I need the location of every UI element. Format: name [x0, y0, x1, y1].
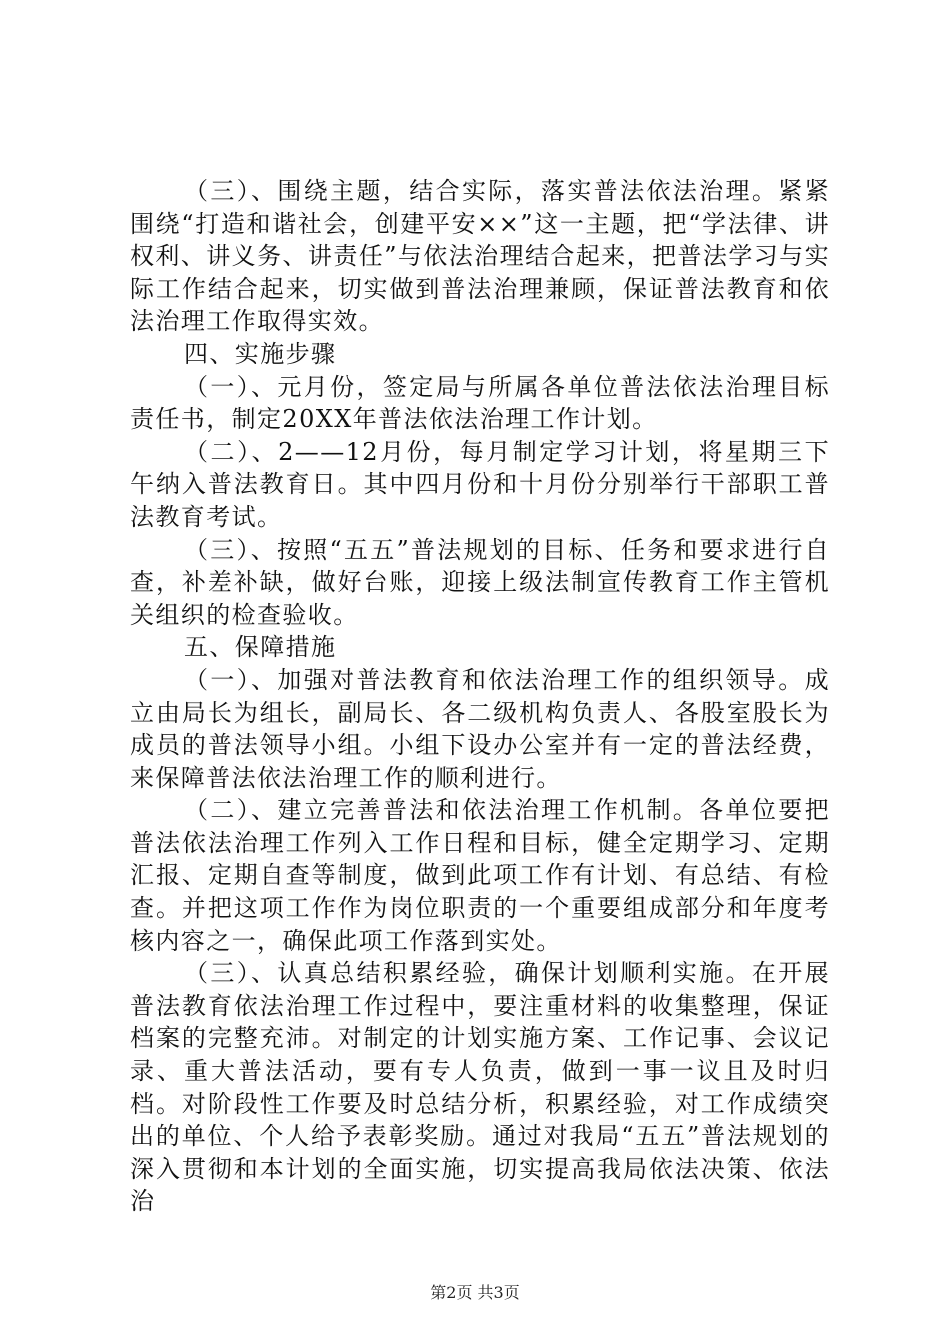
paragraph-measure-1: （一）、加强对普法教育和依法治理工作的组织领导。成立由局长为组长，副局长、各二级机构负责人、各股室股长为成员的普法领导小组。小组下设办公室并有一定的普法经费，来保障普法依法治理工作的顺利进行。 — [130, 665, 830, 792]
heading-safeguard-measures: 五、保障措施 — [184, 633, 337, 662]
paragraph-step-2: （二）、2——12月份，每月制定学习计划，将星期三下午纳入普法教育日。其中四月份和十月份分别举行干部职工普法教育考试。 — [130, 437, 830, 531]
document-body — [130, 175, 830, 1218]
paragraph-measure-3: （三）、认真总结积累经验，确保计划顺利实施。在开展普法教育依法治理工作过程中，要注重材料的收集整理，保证档案的完整充沛。对制定的计划实施方案、工作记事、会议记录、重大普法活动，要有专人负责，做到一事一议且及时归档。对阶段性工作要及时总结分析，积累经验，对工作成绩突出的单位、个人给予表彰奖励。通过对我局“五五”普法规划的深入贯彻和本计划的全面实施，切实提高我局依法决策、依法治 — [130, 959, 830, 1216]
paragraph-section-3-theme: （三）、围绕主题，结合实际，落实普法依法治理。紧紧围绕“打造和谐社会，创建平安××”这一主题，把“学法律、讲权利、讲义务、讲责任”与依法治理结合起来，把普法学习与实际工作结合起来，切实做到普法治理兼顾，保证普法教育和依法治理工作取得实效。 — [130, 177, 830, 336]
heading-implementation-steps: 四、实施步骤 — [184, 339, 337, 368]
paragraph-step-1: （一）、元月份，签定局与所属各单位普法依法治理目标责任书，制定20XX年普法依法治理工作计划。 — [130, 372, 830, 434]
paragraph-measure-2: （二）、建立完善普法和依法治理工作机制。各单位要把普法依法治理工作列入工作日程和目标，健全定期学习、定期汇报、定期自查等制度，做到此项工作有计划、有总结、有检查。并把这项工作作为岗位职责的一个重要组成部分和年度考核内容之一，确保此项工作落到实处。 — [130, 796, 830, 955]
page-number-footer: 第2页 共3页 — [430, 1283, 520, 1302]
paragraph-step-3: （三）、按照“五五”普法规划的目标、任务和要求进行自查，补差补缺，做好台账，迎接上级法制宣传教育工作主管机关组织的检查验收。 — [130, 535, 830, 629]
